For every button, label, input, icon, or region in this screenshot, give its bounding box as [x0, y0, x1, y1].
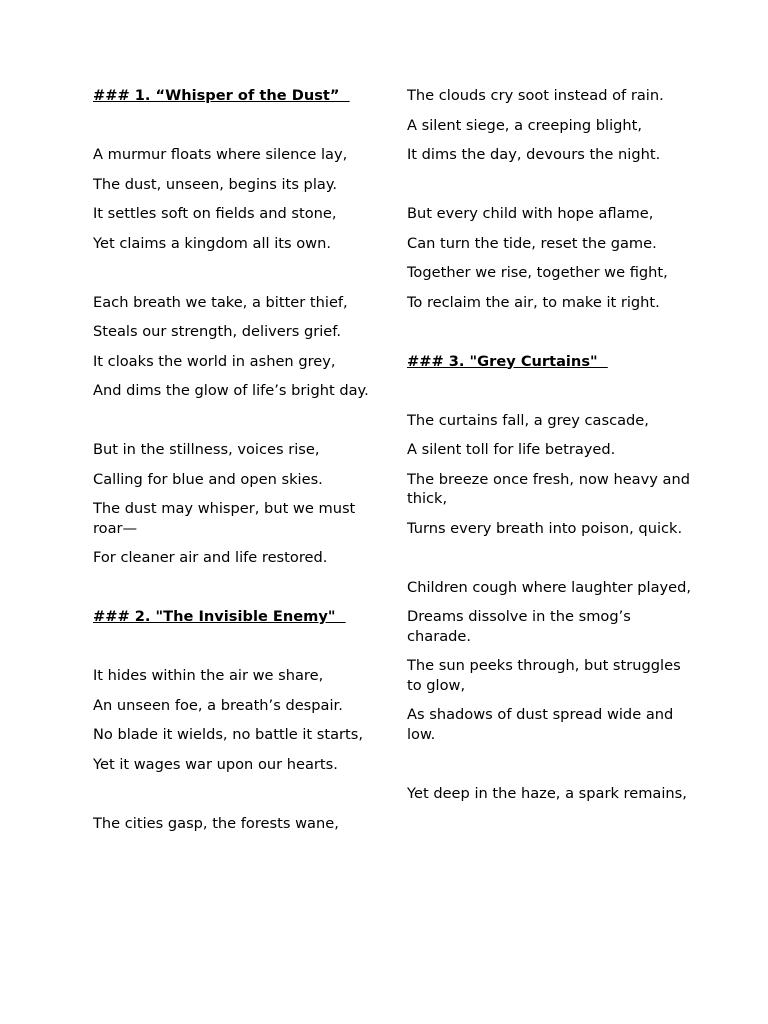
poem-line: Each breath we take, a bitter thief, [93, 293, 348, 311]
poem-line: Together we rise, together we fight, [407, 264, 668, 281]
poem-line: The sun peeks through, but struggles to glow, [407, 657, 681, 694]
poem-line: But every child with hope aflame, [407, 205, 654, 222]
stanza-break [407, 381, 692, 401]
poem-line: For cleaner air and life restored. [93, 549, 328, 566]
stanza-break [93, 116, 378, 136]
poem-line: Calling for blue and open skies. [93, 470, 323, 488]
poem-line: It hides within the air we share, [93, 667, 324, 684]
poem-line: Steals our strength, delivers grief. [93, 323, 341, 340]
poem-line: But in the stillness, voices rise, [93, 441, 320, 458]
section-heading: ### 1. “Whisper of the Dust” [93, 87, 350, 104]
stanza-break [93, 784, 378, 804]
stanza-break [407, 548, 692, 568]
poem-line: The curtains fall, a grey cascade, [407, 411, 649, 429]
poem-line: Turns every breath into poison, quick. [407, 519, 683, 537]
poem-line: The breeze once fresh, now heavy and thick, [407, 470, 690, 507]
stanza-break [93, 411, 378, 431]
poem-line: The dust, unseen, begins its play. [93, 175, 338, 193]
stanza-break [407, 322, 692, 342]
stanza-break [407, 175, 692, 195]
stanza-break [407, 754, 692, 774]
stanza-break [93, 578, 378, 598]
poem-line: Children cough where laughter played, [407, 578, 692, 596]
poem-line: It settles soft on fields and stone, [93, 205, 337, 222]
stanza-break [93, 263, 378, 283]
poem-line: Can turn the tide, reset the game. [407, 234, 657, 252]
poem-line: To reclaim the air, to make it right. [407, 293, 660, 311]
poem-column-left [93, 86, 378, 843]
poem-line: Yet claims a kingdom all its own. [93, 234, 331, 252]
poem-line: A murmur floats where silence lay, [93, 146, 348, 163]
section-heading: ### 2. "The Invisible Enemy" [93, 608, 346, 625]
poem-line: A silent toll for life betrayed. [407, 441, 616, 458]
poem-line: As shadows of dust spread wide and low. [407, 706, 674, 743]
poem-line: It cloaks the world in ashen grey, [93, 352, 336, 370]
poem-line: An unseen foe, a breath’s despair. [93, 696, 343, 714]
poem-line: Yet it wages war upon our hearts. [93, 755, 338, 773]
stanza-break [93, 637, 378, 657]
poem-line: The dust may whisper, but we must roar— [93, 500, 356, 537]
poem-line: It dims the day, devours the night. [407, 146, 661, 163]
poem-line: And dims the glow of life’s bright day. [93, 382, 369, 399]
poem-line: The cities gasp, the forests wane, [93, 814, 339, 832]
poem-column-right [407, 86, 692, 813]
poem-line: A silent siege, a creeping blight, [407, 116, 643, 134]
section-heading: ### 3. "Grey Curtains" [407, 352, 608, 370]
poem-line: No blade it wields, no battle it starts, [93, 726, 363, 743]
poem-line: Yet deep in the haze, a spark remains, [407, 784, 687, 802]
poem-line: The clouds cry soot instead of rain. [407, 87, 664, 104]
poem-line: Dreams dissolve in the smog’s charade. [407, 608, 631, 645]
